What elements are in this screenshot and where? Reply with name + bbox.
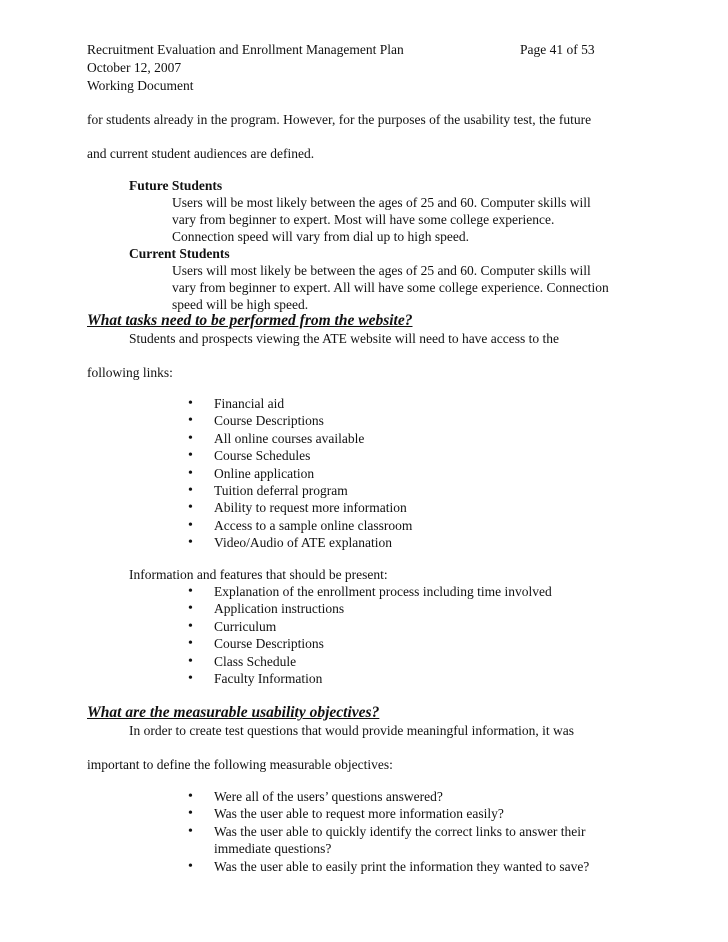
header-page-number: Page 41 of 53 <box>520 42 595 57</box>
future-students-line: Users will be most likely between the ages of 25 and 60. Computer skills will <box>172 195 591 210</box>
header-title: Recruitment Evaluation and Enrollment Management Plan <box>87 42 404 57</box>
features-list <box>188 583 552 687</box>
list-item: • Access to a sample online classroom <box>188 517 412 534</box>
header-status: Working Document <box>87 78 194 93</box>
list-item: • All online courses available <box>188 430 412 447</box>
list-item: • Ability to request more information <box>188 499 412 516</box>
intro-line-2: and current student audiences are defined. <box>87 146 315 161</box>
future-students-title: Future Students <box>129 178 223 193</box>
intro-line-1: for students already in the program. However, for the purposes of the usability test, the future <box>87 112 592 127</box>
future-students-line: Connection speed will vary from dial up to high speed. <box>172 229 469 244</box>
list-item: • Video/Audio of ATE explanation <box>188 534 412 551</box>
list-item: • Was the user able to easily print the information they wanted to save? <box>188 858 634 875</box>
features-intro: Information and features that should be present: <box>129 567 388 582</box>
tasks-intro-line-2: following links: <box>87 365 173 380</box>
list-item: • Course Schedules <box>188 447 412 464</box>
future-students-line: vary from beginner to expert. Most will have some college experience. <box>172 212 555 227</box>
required-links-list <box>188 395 412 552</box>
list-item: • Application instructions <box>188 600 552 617</box>
list-item: • Course Descriptions <box>188 635 552 652</box>
current-students-title: Current Students <box>129 246 230 261</box>
list-item: • Class Schedule <box>188 653 552 670</box>
current-students-line: Users will most likely be between the ages of 25 and 60. Computer skills will <box>172 263 591 278</box>
list-item: • Faculty Information <box>188 670 552 687</box>
header-date: October 12, 2007 <box>87 60 182 75</box>
list-item: • Tuition deferral program <box>188 482 412 499</box>
list-item: • Was the user able to request more information easily? <box>188 805 634 822</box>
current-students-line: vary from beginner to expert. All will have some college experience. Connection <box>172 280 609 295</box>
list-item: • Course Descriptions <box>188 412 412 429</box>
objectives-intro-line-2: important to define the following measurable objectives: <box>87 757 393 772</box>
objectives-list <box>188 788 634 875</box>
current-students-line: speed will be high speed. <box>172 297 309 312</box>
tasks-heading: What tasks need to be performed from the website? <box>87 312 413 329</box>
tasks-intro-line-1: Students and prospects viewing the ATE website will need to have access to the <box>129 331 560 346</box>
list-item: • Curriculum <box>188 618 552 635</box>
list-item: • Were all of the users’ questions answered? <box>188 788 634 805</box>
objectives-heading: What are the measurable usability objectives? <box>87 704 380 721</box>
list-item: • Online application <box>188 465 412 482</box>
list-item: • Explanation of the enrollment process including time involved <box>188 583 552 600</box>
list-item: • Was the user able to quickly identify the correct links to answer their immediate questions? <box>188 823 634 858</box>
objectives-intro-line-1: In order to create test questions that would provide meaningful information, it was <box>129 723 575 738</box>
list-item: • Financial aid <box>188 395 412 412</box>
